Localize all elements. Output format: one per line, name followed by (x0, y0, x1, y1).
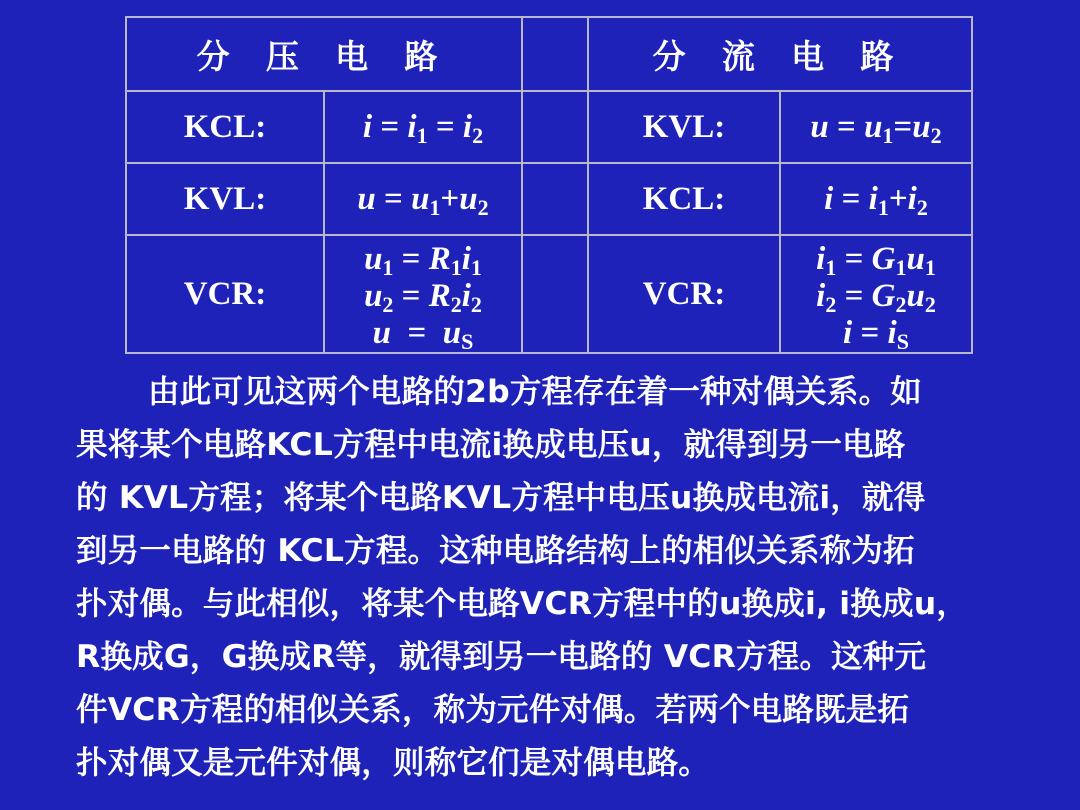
vcr-eq: $i_2 = G_2u_2$ (816, 277, 936, 317)
table-row (126, 163, 972, 235)
left-vcr-equations (324, 235, 522, 353)
right-eq-kcl: $i = i_1+i_2$ (780, 163, 972, 235)
table-row (126, 91, 972, 163)
right-label-vcr: VCR: (588, 235, 780, 353)
voltage-divider-header: 分 压 电 路 (126, 17, 522, 91)
spacer-cell (522, 163, 588, 235)
vcr-eq: $u_2 = R_2i_2$ (364, 277, 482, 317)
current-divider-header: 分 流 电 路 (588, 17, 972, 91)
spacer-cell (522, 235, 588, 353)
paragraph-line: 果将某个电路KCL方程中电流i换成电压u，就得到另一电路 (76, 427, 906, 463)
left-eq-kvl: $u = u_1+u_2$ (324, 163, 522, 235)
paragraph-line: 的 KVL方程；将某个电路KVL方程中电压u换成电流i，就得 (76, 480, 926, 516)
paragraph-line: 扑对偶。与此相似，将某个电路VCR方程中的u换成i, i换成u， (76, 586, 969, 622)
duality-table (125, 16, 973, 354)
duality-explanation (76, 366, 1036, 790)
right-label-kvl: KVL: (588, 91, 780, 163)
vcr-eq: $u = u_S$ (372, 314, 474, 353)
right-label-kcl: KCL: (588, 163, 780, 235)
right-eq-kvl: $u = u_1=u_2$ (780, 91, 972, 163)
left-label-kcl: KCL: (126, 91, 324, 163)
paragraph-line: 件VCR方程的相似关系，称为元件对偶。若两个电路既是拓 (76, 692, 910, 728)
spacer-cell (522, 91, 588, 163)
paragraph-line: 由此可见这两个电路的2b方程存在着一种对偶关系。如 (148, 374, 922, 410)
paragraph-line: 扑对偶又是元件对偶，则称它们是对偶电路。 (76, 745, 711, 781)
left-label-vcr: VCR: (126, 235, 324, 353)
paragraph-line: R换成G，G换成R等，就得到另一电路的 VCR方程。这种元 (76, 639, 927, 675)
left-eq-kcl: $i = i_1 = i_2$ (324, 91, 522, 163)
paragraph-line: 到另一电路的 KCL方程。这种电路结构上的相似关系称为拓 (76, 533, 915, 569)
right-vcr-equations (780, 235, 972, 353)
vcr-eq: $i_1 = G_1u_1$ (816, 240, 936, 280)
table-row (126, 235, 972, 353)
vcr-eq: $i = i_S$ (843, 314, 909, 353)
spacer-cell (522, 17, 588, 91)
vcr-eq: $u_1 = R_1i_1$ (364, 240, 482, 280)
left-label-kvl: KVL: (126, 163, 324, 235)
table-header-row (126, 17, 972, 91)
